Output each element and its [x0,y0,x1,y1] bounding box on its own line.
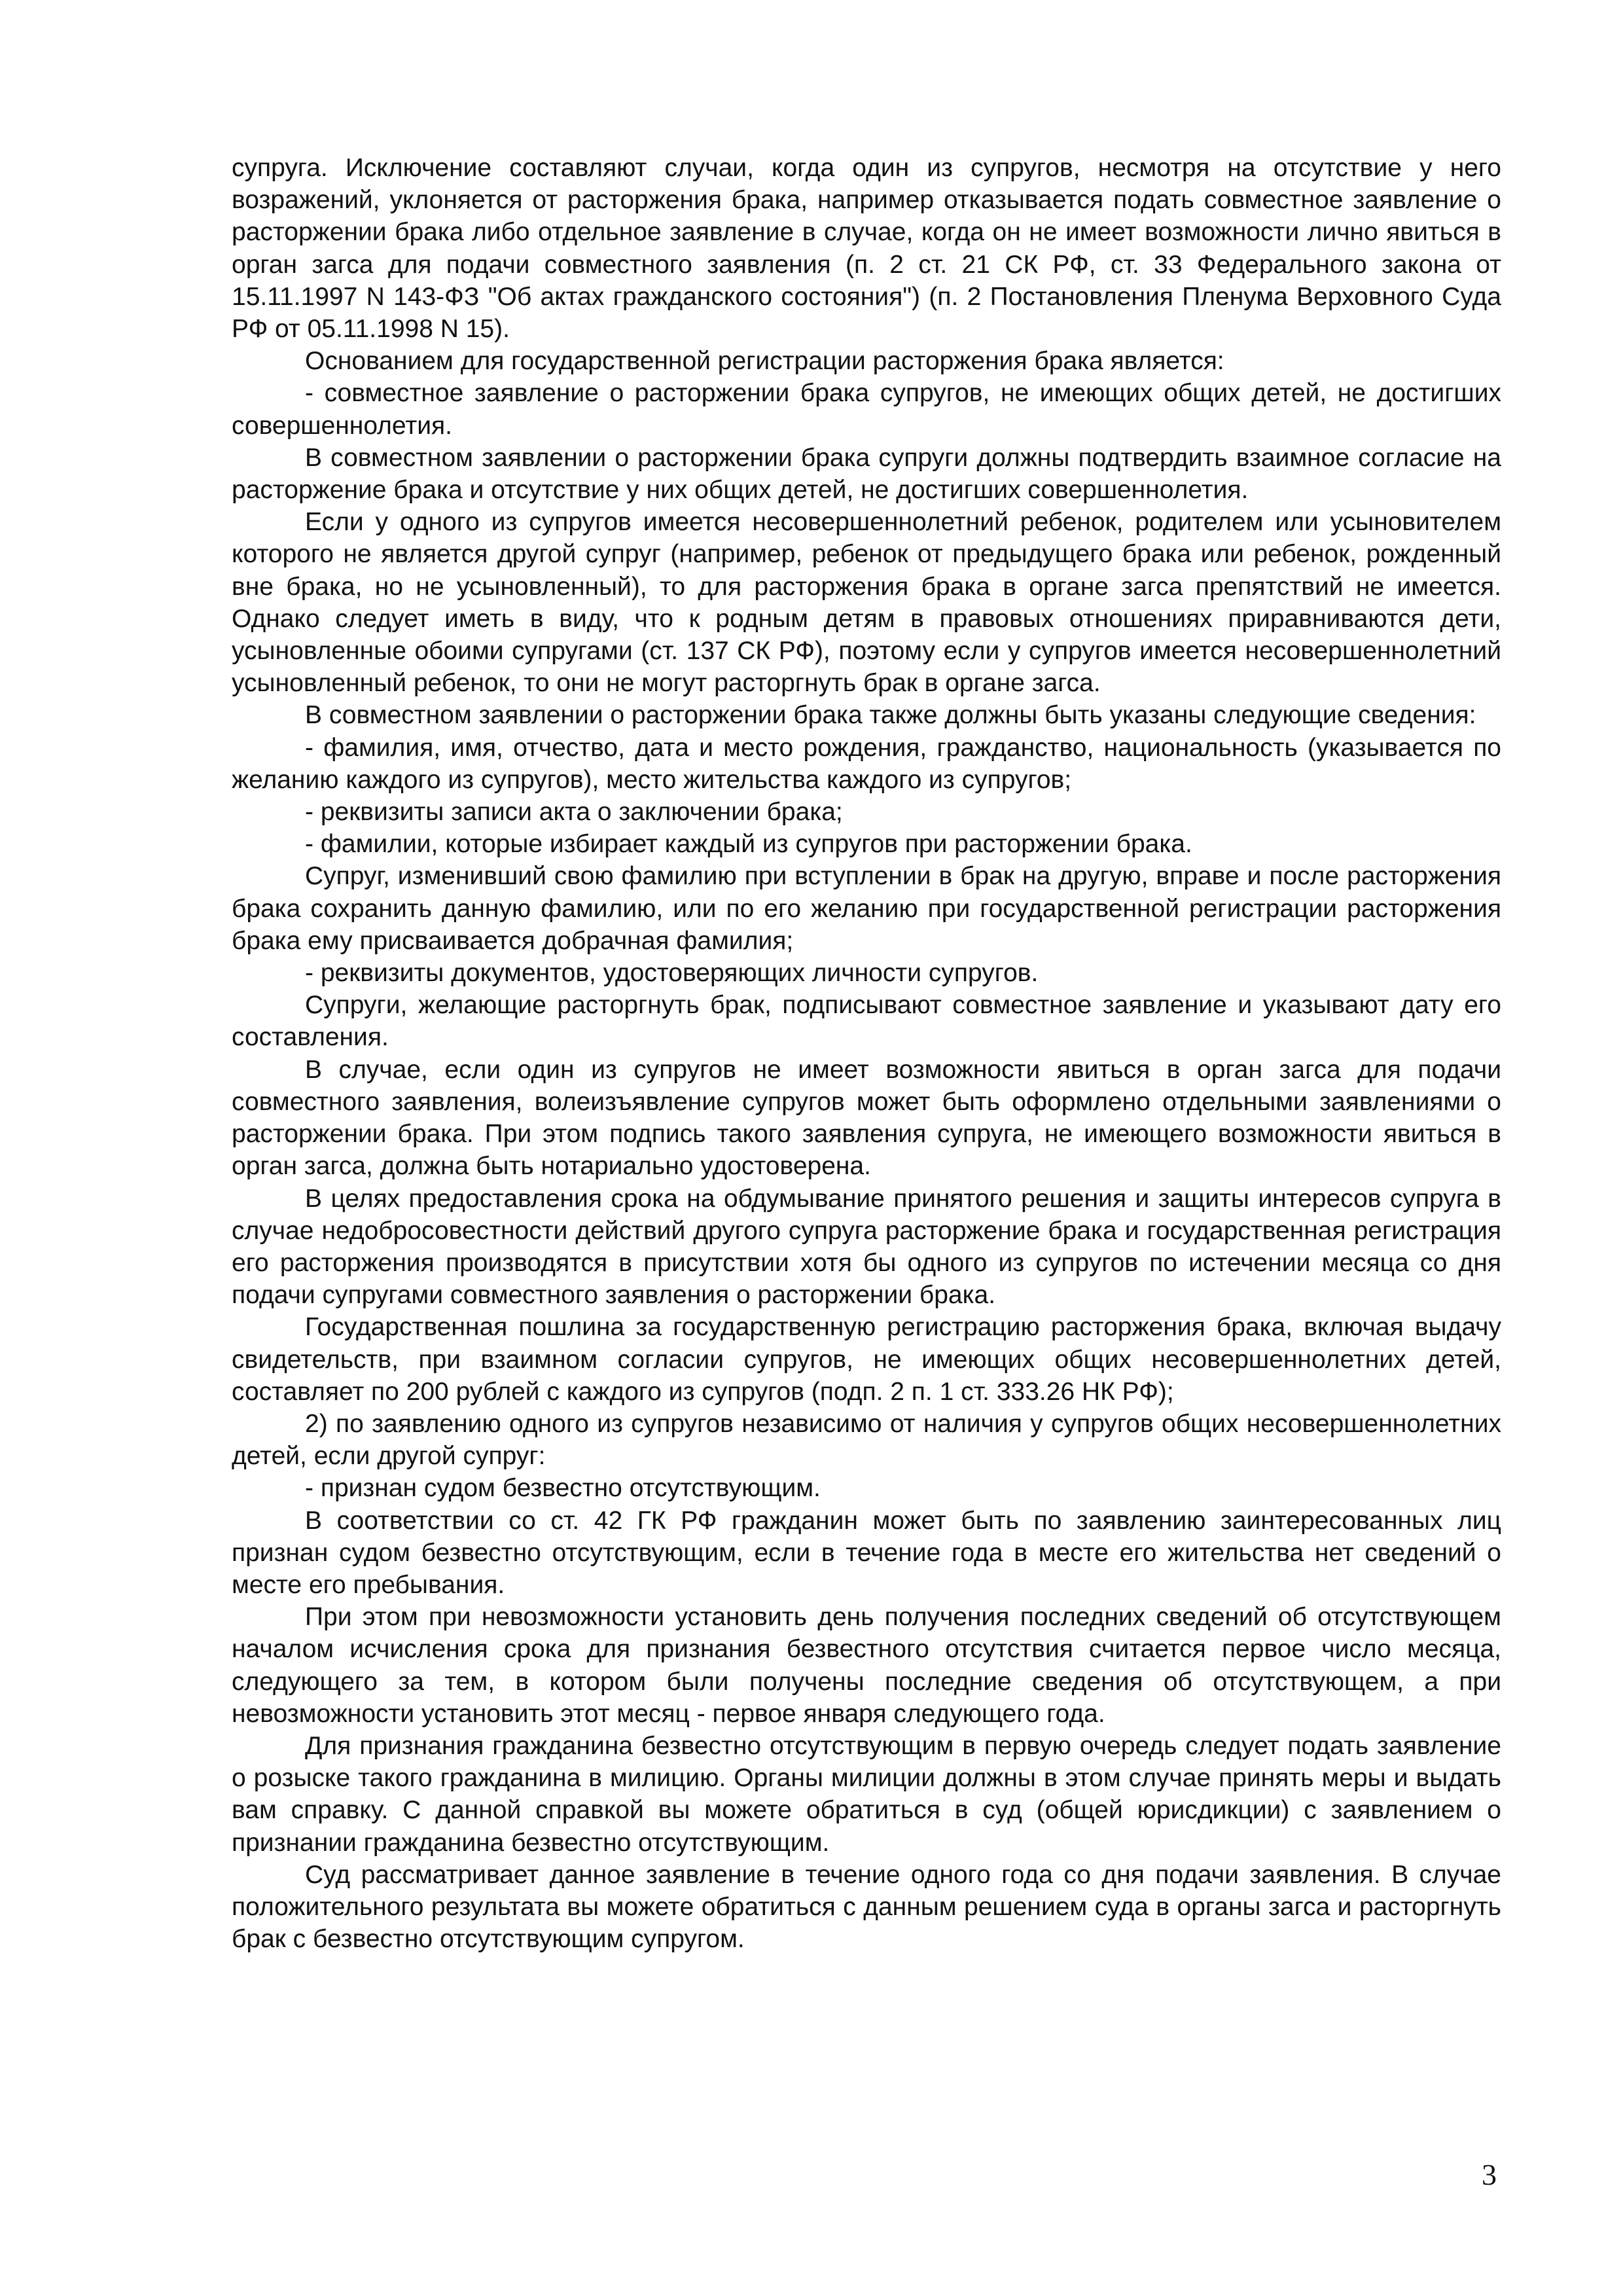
paragraph: Для признания гражданина безвестно отсутствующим в первую очередь следует подать заявление о розыске такого гражданина в милицию. Органы милиции должны в этом случае принять меры и выдать вам справку. С данной справкой вы можете обратиться в суд (общей юрисдикции) с заявлением о признании гражданина безвестно отсутствующим. [232,1731,1501,1857]
paragraph: Государственная пошлина за государственную регистрацию расторжения брака, включая выдачу свидетельств, при взаимном согласии супругов, не имеющих общих несовершеннолетних детей, составляет по 200 рублей с каждого из супругов (подп. 2 п. 1 ст. 333.26 НК РФ); [232,1313,1501,1406]
paragraph: При этом при невозможности установить день получения последних сведений об отсутствующем началом исчисления срока для признания безвестного отсутствия считается первое число месяца, следующего за тем, в котором были получены последние сведения об отсутствующем, а при невозможности установить этот месяц - первое января следующего года. [232,1603,1501,1728]
paragraph: - реквизиты документов, удостоверяющих личности супругов. [305,959,1039,988]
paragraph: - фамилия, имя, отчество, дата и место рождения, гражданство, национальность (указывается по желанию каждого из супругов), место жительства каждого из супругов; [232,733,1501,794]
paragraph: В целях предоставления срока на обдумывание принятого решения и защиты интересов супруга в случае недобросовестности действий другого супруга расторжение брака и государственная регистрация его расторжения производятся в присутствии хотя бы одного из супругов по истечении месяца со дня подачи супругами совместного заявления о расторжении брака. [232,1184,1501,1310]
paragraph: Суд рассматривает данное заявление в течение одного года со дня подачи заявления. В случае положительного результата вы можете обратиться с данным решением суда в органы загса и расторгнуть брак с безвестно отсутствующим супругом. [232,1860,1501,1954]
paragraph: Основанием для государственной регистрации расторжения брака является: [305,347,1224,376]
paragraph: В совместном заявлении о расторжении брака также должны быть указаны следующие сведения: [305,701,1476,730]
body-text [232,152,1501,1955]
paragraph: - фамилии, которые избирает каждый из супругов при расторжении брака. [305,830,1192,859]
paragraph: - совместное заявление о расторжении брака супругов, не имеющих общих детей, не достигших совершеннолетия. [232,379,1501,440]
paragraph-continuation: супруга. Исключение составляют случаи, когда один из супругов, несмотря на отсутствие у него возражений, уклоняется от расторжения брака, например отказывается подать совместное заявление о расторжении брака либо отдельное заявление в случае, когда он не имеет возможности лично явиться в орган загса для подачи совместного заявления (п. 2 ст. 21 СК РФ, ст. 33 Федерального закона от 15.11.1997 N 143-ФЗ "Об актах гражданского состояния") (п. 2 Постановления Пленума Верховного Суда РФ от 05.11.1998 N 15). [232,154,1501,344]
paragraph: В совместном заявлении о расторжении брака супруги должны подтвердить взаимное согласие на расторжение брака и отсутствие у них общих детей, не достигших совершеннолетия. [232,443,1501,505]
paragraph: - признан судом безвестно отсутствующим. [305,1474,821,1503]
paragraph: - реквизиты записи акта о заключении брака; [305,798,843,827]
paragraph: Супруг, изменивший свою фамилию при вступлении в брак на другую, вправе и после расторжения брака сохранить данную фамилию, или по его желанию при государственной регистрации расторжения брака ему присваивается добрачная фамилия; [232,862,1501,955]
paragraph: В случае, если один из супругов не имеет возможности явиться в орган загса для подачи совместного заявления, волеизъявление супругов может быть оформлено отдельными заявлениями о расторжении брака. При этом подпись такого заявления супруга, не имеющего возможности явиться в орган загса, должна быть нотариально удостоверена. [232,1055,1501,1181]
paragraph: Супруги, желающие расторгнуть брак, подписывают совместное заявление и указывают дату его составления. [232,991,1501,1052]
paragraph: Если у одного из супругов имеется несовершеннолетний ребенок, родителем или усыновителем которого не является другой супруг (например, ребенок от предыдущего брака или ребенок, рожденный вне брака, но не усыновленный), то для расторжения брака в органе загса препятствий не имеется. Однако следует иметь в виду, что к родным детям в правовых отношениях приравниваются дети, усыновленные обоими супругами (ст. 137 СК РФ), поэтому если у супругов имеется несовершеннолетний усыновленный ребенок, то они не могут расторгнуть брак в органе загса. [232,508,1501,698]
paragraph: В соответствии со ст. 42 ГК РФ гражданин может быть по заявлению заинтересованных лиц признан судом безвестно отсутствующим, если в течение года в месте его жительства нет сведений о месте его пребывания. [232,1506,1501,1599]
page-number: 3 [1482,2158,1497,2191]
paragraph: 2) по заявлению одного из супругов независимо от наличия у супругов общих несовершеннолетних детей, если другой супруг: [232,1409,1501,1471]
